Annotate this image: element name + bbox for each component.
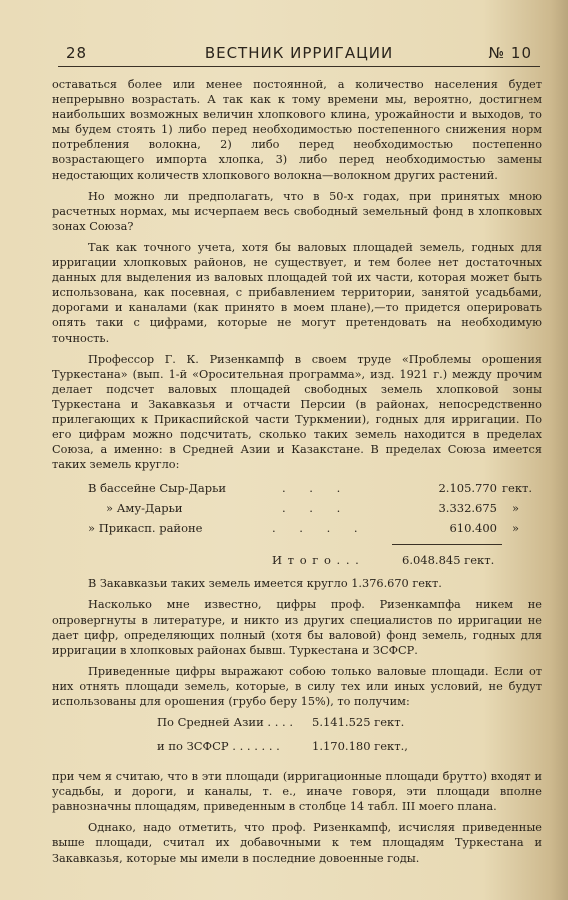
row-unit: гект.	[502, 481, 533, 496]
land-row-syr-darya	[52, 478, 542, 498]
journal-title: ВЕСТНИК ИРРИГАЦИИ	[204, 44, 394, 62]
row-value: 1.170.180 гект.,	[312, 739, 408, 754]
paragraph-8: при чем я считаю, что в эти площади (ирригационные площади брутто) входят и усадьбы, и дороги, и каналы, т. е., иначе говоря, эти площади вполне равнозначны площадям, приведенным в столбце 14 табл. III моего плана.	[52, 770, 542, 814]
net-area-table	[52, 715, 542, 763]
total-label: И т о г о . . .	[272, 553, 360, 568]
row-value: 610.400	[449, 521, 497, 536]
row-unit: »	[512, 521, 520, 536]
row-value: 3.332.675	[438, 501, 497, 516]
leader-dots: . . .	[282, 481, 351, 496]
land-row-amu-darya	[52, 498, 542, 518]
net-row-central-asia	[52, 715, 542, 739]
row-label: и по ЗСФСР . . . . . . .	[157, 739, 280, 754]
row-label: » Прикасп. районе	[88, 521, 203, 536]
row-value: 5.141.525 гект.	[312, 715, 405, 730]
paragraph-2: Но можно ли предполагать, что в 50-х годах, при принятых мною расчетных нормах, мы исчерпаем весь свободный земельный фонд в хлопковых зонах Союза?	[52, 189, 542, 233]
land-total-row	[52, 550, 542, 570]
paragraph-3: Так как точного учета, хотя бы валовых площадей земель, годных для ирригации хлопковых районов, не существует, и тем более нет достаточных данных для выделения из валовых площадей той их части, которая может быть использована, как посевная, с прибавлением территории, занятой усадьбами, дорогами и каналами (как принято в моем плане),—то придется оперировать опять таки с цифрами, которые не могут претендовать на необходимую точность.	[52, 240, 542, 345]
land-row-caspian	[52, 518, 542, 538]
total-divider	[52, 538, 542, 550]
row-unit: »	[512, 501, 520, 516]
paragraph-6: Насколько мне известно, цифры проф. Ризенкампфа никем не опровергнуты в литературе, и никто из других специалистов по ирригации не дает цифр, определяющих полный (хотя бы валовой) фонд земель, годных для ирригации в хлопковых районах бывш. Туркестана и ЗСФСР.	[52, 598, 542, 657]
land-area-table	[52, 478, 542, 570]
page-header	[58, 40, 540, 66]
leader-dots: . . . .	[272, 521, 368, 536]
page-number: 28	[66, 44, 88, 62]
row-label: » Аму-Дарьи	[106, 501, 183, 516]
paragraph-4: Профессор Г. К. Ризенкампф в своем труде «Проблемы орошения Туркестана» (вып. 1-й «Оросительная программа», изд. 1921 г.) между прочим делает подсчет валовых площадей свободных земель хлопковой зоны Туркестана и Закавказья и отчасти Персии (в районах, непосредственно прилегающих к Прикаспийской части Туркмении), годных для ирригации. По его цифрам можно подсчитать, сколько таких земель находится в пределах Союза, а именно: в Средней Азии и Казакстане. В пределах Союза имеется таких земель кругло:	[52, 352, 542, 472]
paragraph-7: Приведенные цифры выражают собою только валовые площади. Если от них отнять площади земель, которые, в силу тех или иных условий, не будут использованы для орошения (грубо беру 15%), то получим:	[52, 664, 542, 708]
total-value: 6.048.845 гект.	[402, 553, 495, 568]
row-label: По Средней Азии . . . .	[157, 715, 294, 730]
row-label: В бассейне Сыр-Дарьи	[88, 481, 227, 496]
leader-dots: . . .	[282, 501, 351, 516]
article-body	[52, 77, 542, 872]
net-row-zsfsr	[52, 739, 542, 763]
header-divider	[58, 66, 540, 67]
paragraph-1: оставаться более или менее постоянной, а количество населения будет непрерывно возрастать. А так как к тому времени мы, вероятно, достигнем наибольших возможных величин хлопкового клина, урожайности и выходов, то мы будем стоять 1) либо перед необходимостью постепенного снижения норм потребления волокна, 2) либо перед необходимостью постепенно возрастающего импорта хлопка, 3) либо перед необходимостью замены недостающих количеств хлопкового волокна—волокном других растений.	[52, 78, 542, 182]
paragraph-5: В Закавказьи таких земель имеется кругло 1.376.670 гект.	[88, 577, 442, 591]
issue-number: № 10	[488, 44, 532, 62]
row-value: 2.105.770	[438, 481, 497, 496]
paragraph-9: Однако, надо отметить, что проф. Ризенкампф, исчисляя приведенные выше площади, считал их добавочными к тем площадям Туркестана и Закавказья, которые мы имели в последние довоенные годы.	[52, 821, 542, 865]
